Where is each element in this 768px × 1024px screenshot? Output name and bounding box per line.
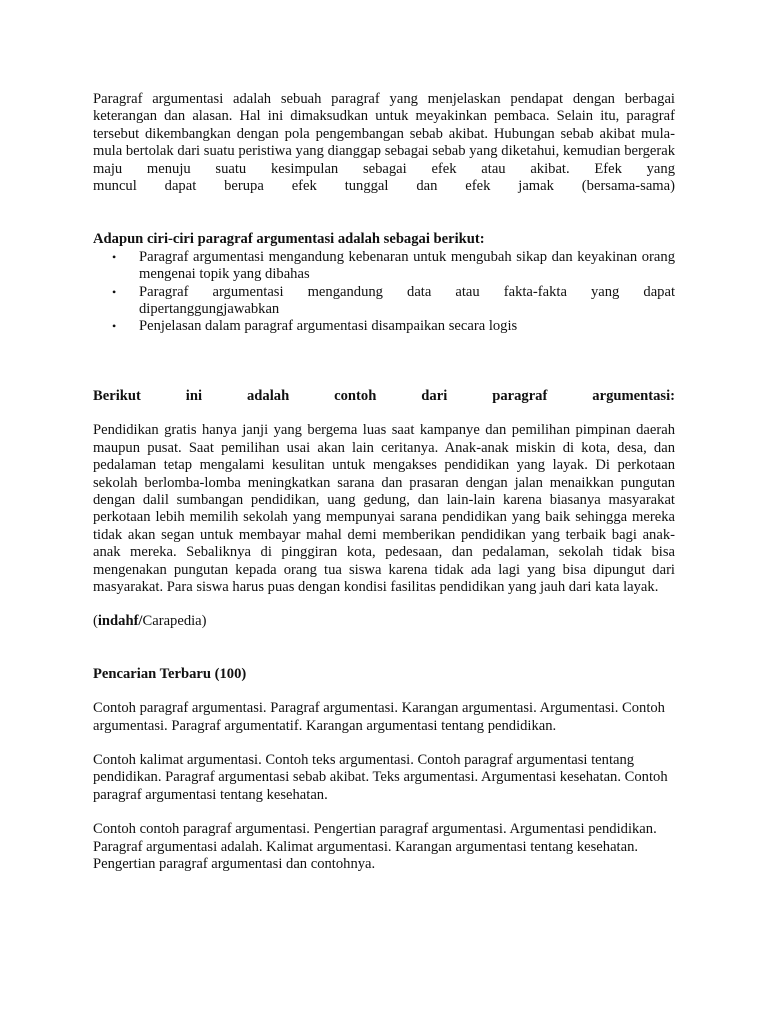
criteria-list [93,249,675,336]
criteria-heading: Adapun ciri-ciri paragraf argumentasi adalah sebagai berikut: [93,231,485,248]
recent-searches-heading: Pencarian Terbaru (100) [93,665,247,682]
bullet-icon: • [112,319,117,334]
credit-author: indahf/ [97,613,143,630]
recent-searches-group: Contoh contoh paragraf argumentasi. Pengertian paragraf argumentasi. Argumentasi pendidikan. Paragraf argumentasi adalah. Kalimat argumentasi. Karangan argumentasi tentang kesehatan. Pengertian paragraf argumentasi dan contohnya. [93,821,657,872]
example-heading: Berikut ini adalah contoh dari paragraf argumentasi: [93,387,675,404]
intro-paragraph [93,91,675,195]
example-paragraph: Pendidikan gratis hanya janji yang bergema luas saat kampanye dan pemilihan pimpinan daerah maupun pusat. Saat pemilihan usai akan lain ceritanya. Anak-anak miskin di kota, desa, dan pedalaman tetap mengalami kesulitan untuk mengakses pendidikan yang layak. Di perkotaan sekolah berlomba-lomba meningkatkan sarana dan prasaran dengan jalan menaikkan pungutan dengan dalil sumbangan pendidikan, uang gedung, dan lain-lain karena biasanya masyarakat perkotaan lebih memilih sekolah yang mempunyai sarana pendidikan yang baik sehingga mereka tidak akan segan untuk membayar mahal demi memberikan pendidikan yang terbaik bagi anak-anak mereka. Sebaliknya di pinggiran kota, pedesaan, dan pedalaman, sekolah tidak bisa mengenakan pungutan kepada orang tua siswa karena tidak ada lagi yang bisa dipungut dari masyarakat. Para siswa harus puas dengan kondisi fasilitas pendidikan yang jauh dari kata layak. [93,422,675,595]
credit-source: Carapedia) [142,613,207,630]
criteria-item-text: Paragraf argumentasi mengandung kebenaran untuk mengubah sikap dan keyakinan orang mengenai topik yang dibahas [139,248,675,283]
list-item [93,284,675,319]
criteria-item-text: Penjelasan dalam paragraf argumentasi disampaikan secara logis [139,318,518,335]
credit-open: ( [93,613,98,630]
recent-searches-group: Contoh kalimat argumentasi. Contoh teks argumentasi. Contoh paragraf argumentasi tentang pendidikan. Paragraf argumentasi sebab akibat. Teks argumentasi. Argumentasi kesehatan. Contoh paragraf argumentasi tentang kesehatan. [93,751,668,803]
list-item [93,318,675,335]
list-item [93,249,675,284]
intro-paragraph-last-line: muncul dapat berupa efek tunggal dan efek jamak (bersama-sama) [93,178,675,195]
intro-paragraph-body: Paragraf argumentasi adalah sebuah paragraf yang menjelaskan pendapat dengan berbagai keterangan dan alasan. Hal ini dimaksudkan untuk meyakinkan pembaca. Selain itu, paragraf tersebut dikembangkan dengan pola pengembangan sebab akibat. Hubungan sebab akibat mula-mula bertolak dari suatu peristiwa yang dianggap sebagai sebab yang diketahui, kemudian bergerak maju menuju suatu kesimpulan sebagai efek atau akibat. Efek yang [93,91,675,177]
bullet-icon: • [112,284,117,299]
source-credit [93,613,675,630]
criteria-item-text: Paragraf argumentasi mengandung data atau fakta-fakta yang dapat dipertanggungjawabkan [139,283,675,318]
document-page [93,91,675,873]
bullet-icon: • [112,249,117,264]
recent-searches-group: Contoh paragraf argumentasi. Paragraf argumentasi. Karangan argumentasi. Argumentasi. Contoh argumentasi. Paragraf argumentatif. Karangan argumentasi tentang pendidikan. [93,700,665,734]
